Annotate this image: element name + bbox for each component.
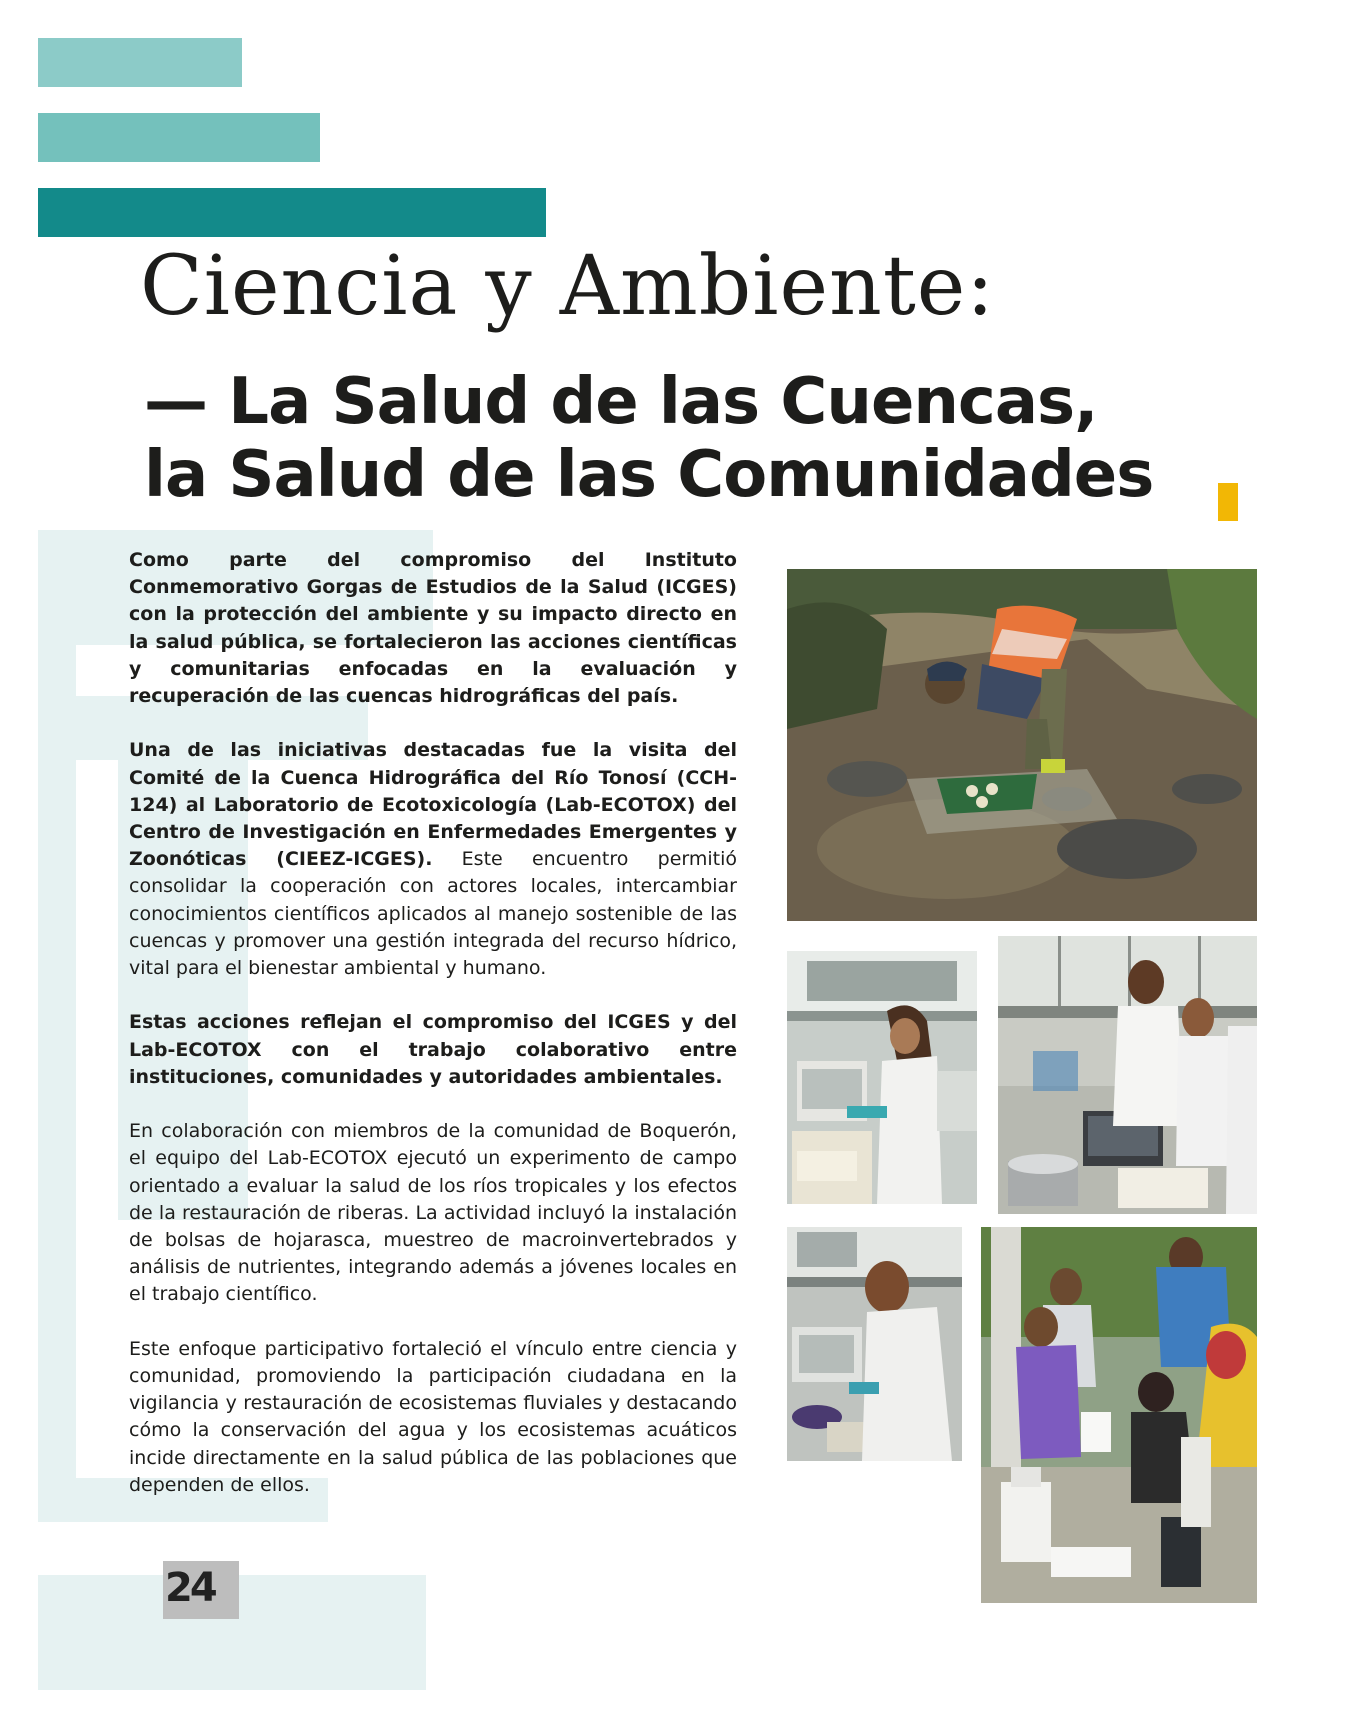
photo-lab-researcher xyxy=(787,1227,962,1461)
paragraph-4-text: En colaboración con miembros de la comunidad de Boquerón, el equipo del Lab-ECOTOX ejecutó un experimento de campo orientado a evaluar la salud de los ríos tropicales y los efectos de la restauración de riberas. La actividad incluyó la instalación de bolsas de hojarasca, muestreo de macroinvertebrados y análisis de nutrientes, integrando además a jóvenes locales en el trabajo científico. xyxy=(129,1120,737,1306)
paragraph-5-text: Este enfoque participativo fortaleció el vínculo entre ciencia y comunidad, promoviendo la participación ciudadana en la vigilancia y restauración de ecosistemas fluviales y destacando cómo la conservación del agua y los ecosistemas acuáticos incide directamente en la salud pública de las poblaciones que dependen de ellos. xyxy=(129,1337,737,1496)
background-shape-left xyxy=(38,645,76,1505)
headline-line-2: la Salud de las Comunidades xyxy=(144,438,1154,512)
paragraph-1 xyxy=(129,547,737,710)
header-bar-short xyxy=(38,38,242,87)
page-number xyxy=(163,1561,239,1619)
headline-line-1: — La Salud de las Cuencas, xyxy=(144,365,1098,439)
photo-community-youth xyxy=(981,1227,1257,1603)
paragraph-3-text: Estas acciones reflejan el compromiso del ICGES y del Lab-ECOTOX con el trabajo colaborativo entre instituciones, comunidades y autoridades ambientales. xyxy=(129,1011,737,1088)
section-title: Ciencia y Ambiente: xyxy=(140,239,995,334)
paragraph-2-text: Este encuentro permitió consolidar la cooperación con actores locales, intercambiar conocimientos científicos aplicados al manejo sostenible de las cuencas y promover una gestión integrada del recurso hídrico, vital para el bienestar ambiental y humano. xyxy=(129,848,737,980)
article-headline xyxy=(144,366,1153,512)
paragraph-2 xyxy=(129,737,737,982)
paragraph-1-text: Como parte del compromiso del Instituto Conmemorativo Gorgas de Estudios de la Salud (ICGES) con la protección del ambiente y su impacto directo en la salud pública, se fortalecieron las acciones científicas y comunitarias enfocadas en la evaluación y recuperación de las cuencas hidrográficas del país. xyxy=(129,549,737,708)
header-bar-long xyxy=(38,188,546,237)
paragraph-3 xyxy=(129,1009,737,1091)
paragraph-5 xyxy=(129,1336,737,1499)
paragraph-2-bold: Una de las iniciativas destacadas fue la visita del Comité de la Cuenca Hidrográfica del Río Tonosí (CCH-124) al Laboratorio de Ecotoxicología (Lab-ECOTOX) del Centro de Investigación en Enfermedades Emergentes y Zoonóticas (CIEEZ-ICGES). xyxy=(129,739,737,871)
photo-lab-group xyxy=(998,936,1257,1214)
article-body xyxy=(129,547,737,1526)
accent-mark xyxy=(1218,483,1238,521)
photo-river-fieldwork xyxy=(787,569,1257,921)
paragraph-4 xyxy=(129,1118,737,1308)
photo-lab-technician xyxy=(787,951,977,1204)
page-number-text: 24 xyxy=(165,1565,215,1611)
header-bar-medium xyxy=(38,113,320,162)
